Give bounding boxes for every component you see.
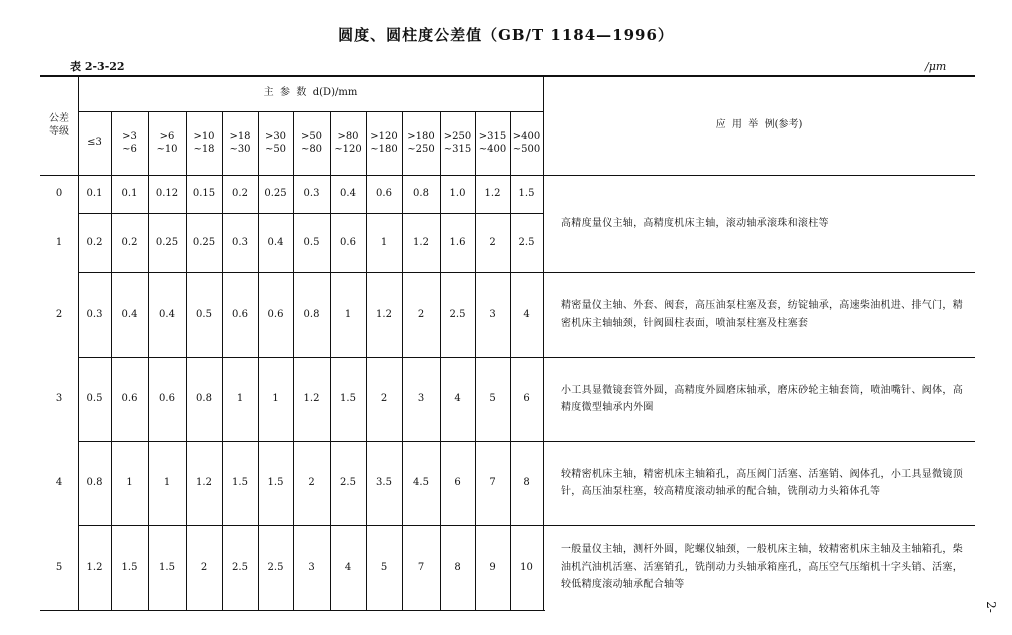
- value-cell: 0.4: [267, 236, 284, 248]
- value-cell: 1: [126, 477, 133, 489]
- value-cell: 8: [454, 561, 461, 573]
- page-number: 2-: [983, 601, 998, 613]
- value-cell: 0.3: [232, 236, 248, 248]
- range-header: [258, 111, 293, 175]
- range-upper: >250: [443, 130, 472, 142]
- value-cell: 0.6: [267, 308, 284, 320]
- value-cell: 0.25: [264, 188, 287, 200]
- range-header: [148, 111, 186, 175]
- value-cell: 0.4: [121, 308, 138, 320]
- range-upper: >10: [193, 130, 215, 142]
- value-cell: 6: [523, 393, 530, 405]
- range-header: [111, 111, 148, 175]
- grade-header: 公差等级: [49, 112, 69, 137]
- application-cell: [561, 272, 963, 357]
- value-cell: 1.2: [303, 393, 320, 405]
- value-cell: 7: [489, 477, 496, 489]
- value-cell: 0.2: [232, 188, 248, 200]
- range-lower: ~50: [264, 144, 287, 155]
- value-cell: 2: [380, 393, 388, 405]
- range-upper: >315: [478, 130, 507, 142]
- value-cell: 1.5: [267, 477, 284, 489]
- value-cell: 2.5: [449, 308, 466, 320]
- range-header: [510, 111, 543, 175]
- value-cell: 4.5: [413, 477, 429, 489]
- value-cell: 0.2: [121, 236, 138, 248]
- application-cell: [561, 175, 963, 272]
- value-cell: 0.1: [121, 188, 138, 200]
- range-upper: >6: [159, 130, 175, 142]
- value-cell: 0.6: [121, 393, 138, 405]
- range-lower: ~250: [407, 144, 435, 155]
- value-cell: 4: [344, 561, 352, 573]
- range-upper: >180: [407, 130, 435, 142]
- value-cell: 2: [308, 477, 315, 489]
- value-cell: 0.8: [303, 308, 320, 320]
- value-cell: 3: [489, 308, 496, 320]
- range-upper: >30: [264, 130, 287, 142]
- application-cell: [561, 441, 963, 525]
- value-cell: 1.5: [121, 561, 138, 573]
- range-upper: >18: [229, 130, 251, 142]
- value-cell: 5: [489, 393, 496, 405]
- grade-cell: 1: [55, 236, 63, 248]
- application-text: 较精密机床主轴，精密机床主轴箱孔，高压阀门活塞、活塞销、阀体孔，小工具显微镜顶针，高压油泵柱塞，较高精度滚动轴承的配合轴，铣削动力头箱体孔等: [561, 468, 963, 497]
- value-cell: 1.5: [518, 188, 535, 200]
- value-cell: 9: [489, 561, 496, 573]
- grade-cell: 5: [55, 561, 63, 573]
- range-lower: ~315: [443, 144, 472, 155]
- value-cell: 3.5: [376, 477, 392, 489]
- range-lower: ~500: [512, 144, 541, 155]
- value-cell: 0.8: [86, 477, 103, 489]
- value-cell: 5: [380, 561, 388, 573]
- value-cell: 1.2: [376, 308, 392, 320]
- value-cell: 2: [489, 236, 496, 248]
- grade-cell: 0: [55, 188, 63, 200]
- value-cell: 2.5: [232, 561, 248, 573]
- table-number: 表 2-3-22: [70, 60, 125, 73]
- range-header: [186, 111, 222, 175]
- application-header: 应 用 举 例(参考): [715, 119, 803, 131]
- application-cell: [561, 357, 963, 441]
- value-cell: 3: [417, 393, 425, 405]
- value-cell: 6: [454, 477, 461, 489]
- range-upper: >400: [512, 130, 541, 142]
- value-cell: 7: [417, 561, 425, 573]
- value-cell: 1: [163, 477, 171, 489]
- value-cell: 1: [272, 393, 279, 405]
- value-cell: 0.8: [196, 393, 212, 405]
- value-cell: 1.2: [413, 236, 429, 248]
- range-header: [293, 111, 330, 175]
- value-cell: 10: [520, 561, 533, 573]
- value-cell: 0.4: [159, 308, 175, 320]
- range-header: [330, 111, 366, 175]
- value-cell: 0.4: [340, 188, 356, 200]
- value-cell: 0.6: [340, 236, 356, 248]
- application-text: 一般量仪主轴，测杆外圆，陀螺仪轴颈，一般机床主轴，较精密机床主轴及主轴箱孔，柴油机汽油机活塞、活塞销孔，铣削动力头轴承箱座孔，高压空气压缩机十字头销、活塞，较低精度滚动轴承配合轴等: [561, 544, 963, 591]
- unit-label: /μm: [925, 60, 947, 73]
- value-cell: 1: [236, 393, 244, 405]
- range-lower: ~80: [300, 144, 323, 155]
- value-cell: 1.0: [449, 188, 466, 200]
- value-cell: 1.2: [196, 477, 212, 489]
- value-cell: 2: [200, 561, 208, 573]
- value-cell: 0.6: [376, 188, 392, 200]
- value-cell: 0.25: [192, 236, 216, 248]
- range-lower: ~180: [370, 144, 398, 155]
- application-text: 精密量仪主轴、外套、阀套，高压油泵柱塞及套，纺锭轴承，高速柴油机进、排气门，精密机床主轴轴颈，针阀圆柱表面，喷油泵柱塞及柱塞套: [561, 300, 963, 329]
- value-cell: 1.5: [340, 393, 356, 405]
- range-upper: >50: [300, 130, 323, 142]
- grade-cell: 3: [55, 393, 63, 405]
- value-cell: 4: [454, 393, 461, 405]
- value-cell: 0.5: [303, 236, 320, 248]
- range-upper: >3: [122, 130, 137, 142]
- table-bottom-rule: [40, 610, 545, 611]
- value-cell: 0.8: [413, 188, 429, 200]
- value-cell: 1.5: [159, 561, 175, 573]
- range-upper: ≤3: [87, 137, 102, 149]
- value-cell: 1: [344, 308, 352, 320]
- value-cell: 2.5: [340, 477, 356, 489]
- range-lower: ~120: [334, 144, 362, 155]
- value-cell: 1.5: [232, 477, 248, 489]
- value-cell: 0.3: [86, 308, 103, 320]
- value-cell: 0.5: [196, 308, 212, 320]
- value-cell: 4: [523, 308, 530, 320]
- value-cell: 1.2: [86, 561, 103, 573]
- value-cell: 2: [417, 308, 425, 320]
- value-cell: 0.25: [155, 236, 179, 248]
- value-cell: 0.12: [155, 188, 179, 200]
- value-cell: 2.5: [267, 561, 284, 573]
- range-header: [78, 111, 111, 175]
- range-header: [402, 111, 440, 175]
- range-lower: ~6: [122, 144, 137, 155]
- application-text: 小工具显微镜套管外圆，高精度外圆磨床轴承，磨床砂轮主轴套筒，喷油嘴针、阀体，高精度微型轴承内外圈: [561, 384, 963, 413]
- value-cell: 1: [380, 236, 388, 248]
- range-lower: ~10: [156, 144, 178, 155]
- value-cell: 8: [523, 477, 530, 489]
- value-cell: 0.5: [86, 393, 103, 405]
- range-header: [222, 111, 258, 175]
- range-upper: >120: [370, 130, 398, 142]
- value-cell: 3: [308, 561, 315, 573]
- value-cell: 2.5: [518, 236, 535, 248]
- value-cell: 1.6: [449, 236, 466, 248]
- range-header: [475, 111, 510, 175]
- main-parameter-header: 主 参 数 d(D)/mm: [263, 87, 358, 99]
- application-cell: [561, 525, 963, 610]
- value-cell: 0.15: [192, 188, 216, 200]
- grade-cell: 2: [55, 308, 63, 320]
- range-lower: ~30: [229, 144, 251, 155]
- value-cell: 0.2: [86, 236, 103, 248]
- page-title: 圆度、圆柱度公差值（GB/T 1184—1996）: [338, 26, 674, 44]
- value-cell: 0.6: [232, 308, 248, 320]
- grade-cell: 4: [55, 477, 63, 489]
- range-lower: ~400: [478, 144, 507, 155]
- range-lower: ~18: [193, 144, 215, 155]
- value-cell: 1.2: [484, 188, 501, 200]
- application-text: 高精度量仪主轴，高精度机床主轴，滚动轴承滚珠和滚柱等: [561, 217, 829, 229]
- value-cell: 0.6: [159, 393, 175, 405]
- value-cell: 0.3: [303, 188, 320, 200]
- value-cell: 0.1: [86, 188, 103, 200]
- range-upper: >80: [337, 130, 359, 142]
- range-header: [440, 111, 475, 175]
- range-header: [366, 111, 402, 175]
